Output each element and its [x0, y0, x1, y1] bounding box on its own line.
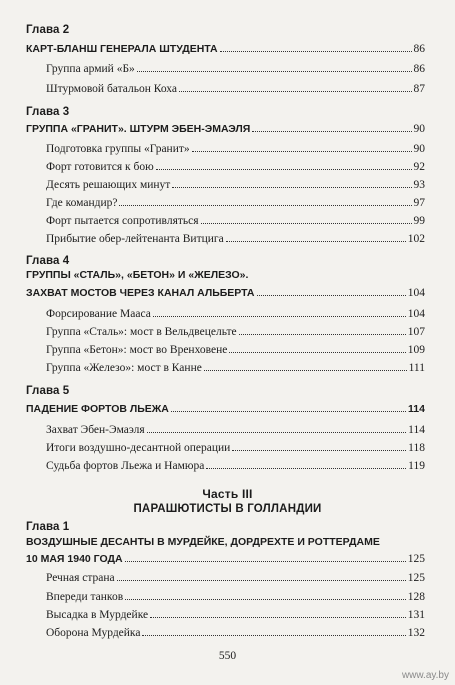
dot-leader [153, 316, 406, 317]
toc-sub-entry[interactable] [46, 606, 425, 621]
entry-page: 93 [413, 179, 425, 191]
dot-leader [204, 370, 407, 371]
chapter-heading: Глава 1 [26, 521, 70, 533]
dot-leader [156, 169, 412, 170]
entry-page: 125 [407, 553, 425, 565]
dot-leader [125, 599, 406, 600]
toc-sub-entry[interactable] [46, 569, 425, 584]
dot-leader [117, 580, 406, 581]
entry-title: 10 МАЯ 1940 ГОДА [26, 553, 123, 565]
entry-title: Где командир? [46, 197, 118, 209]
dot-leader [192, 151, 412, 152]
entry-title: Высадка в Мурдейке [46, 609, 149, 621]
toc-sub-entry[interactable] [46, 80, 425, 95]
toc-sub-entry[interactable] [46, 323, 425, 338]
dot-leader [257, 295, 406, 296]
entry-page: 90 [413, 143, 425, 155]
dot-leader [229, 352, 405, 353]
dot-leader [147, 432, 407, 433]
entry-title: Впереди танков [46, 591, 124, 603]
entry-title: Речная страна [46, 572, 115, 584]
entry-title: Форт пытается сопротивляться [46, 215, 199, 227]
entry-title: Прибытие обер-лейтенанта Витцига [46, 233, 224, 245]
dot-leader [179, 91, 411, 92]
toc-sub-entry[interactable] [46, 158, 425, 173]
toc-sub-entry[interactable] [46, 421, 425, 436]
entry-page: 97 [413, 197, 425, 209]
toc-sub-entry[interactable] [46, 194, 425, 209]
dot-leader [171, 411, 406, 412]
entry-title: ГРУППА «ГРАНИТ». ШТУРМ ЭБЕН-ЭМАЭЛЯ [26, 123, 251, 135]
toc-sub-entry[interactable] [46, 457, 425, 472]
entry-title: Группа армий «Б» [46, 63, 135, 75]
dot-leader [206, 468, 406, 469]
entry-page: 107 [407, 326, 425, 338]
entry-title: Форт готовится к бою [46, 161, 154, 173]
entry-title: ЗАХВАТ МОСТОВ ЧЕРЕЗ КАНАЛ АЛЬБЕРТА [26, 287, 255, 299]
entry-page: 111 [408, 362, 425, 374]
entry-page: 128 [407, 591, 425, 603]
entry-title: Группа «Сталь»: мост в Вельдвецельте [46, 326, 237, 338]
entry-page: 92 [413, 161, 425, 173]
dot-leader [220, 51, 412, 52]
page-number: 550 [218, 650, 237, 662]
entry-title: Форсирование Мааса [46, 308, 151, 320]
toc-sub-entry[interactable] [46, 624, 425, 639]
toc-sub-entry[interactable] [46, 588, 425, 603]
entry-title: Захват Эбен-Эмаэля [46, 424, 145, 436]
chapter-heading: Глава 4 [26, 255, 70, 267]
toc-sub-entry[interactable] [46, 439, 425, 454]
entry-title: Группа «Бетон»: мост во Вренховене [46, 344, 228, 356]
toc-sub-entry[interactable] [46, 305, 425, 320]
toc-main-entry[interactable] [26, 284, 425, 299]
entry-title: КАРТ-БЛАНШ ГЕНЕРАЛА ШТУДЕНТА [26, 43, 218, 55]
toc-sub-entry[interactable] [46, 212, 425, 227]
toc-sub-entry[interactable] [46, 359, 425, 374]
dot-leader [226, 241, 406, 242]
toc-sub-entry[interactable] [46, 176, 425, 191]
entry-page: 131 [407, 609, 425, 621]
entry-page: 119 [408, 460, 425, 472]
dot-leader [252, 131, 411, 132]
dot-leader [119, 205, 411, 206]
toc-sub-entry[interactable] [46, 140, 425, 155]
dot-leader [137, 71, 412, 72]
entry-page: 109 [407, 344, 425, 356]
dot-leader [150, 617, 406, 618]
dot-leader [232, 450, 406, 451]
dot-leader [239, 334, 406, 335]
watermark: www.ay.by [401, 670, 449, 681]
entry-title: Оборона Мурдейка [46, 627, 141, 639]
entry-page: 118 [408, 442, 425, 454]
dot-leader [172, 187, 411, 188]
dot-leader [142, 635, 405, 636]
toc-main-entry-line: ВОЗДУШНЫЕ ДЕСАНТЫ В МУРДЕЙКЕ, ДОРДРЕХТЕ И РОТТЕРДАМЕ [26, 536, 380, 548]
entry-page: 125 [407, 572, 425, 584]
toc-main-entry[interactable] [26, 400, 425, 415]
entry-page: 104 [407, 308, 425, 320]
chapter-heading: Глава 5 [26, 385, 70, 397]
entry-title: Десять решающих минут [46, 179, 171, 191]
entry-page: 86 [413, 43, 425, 55]
entry-page: 114 [408, 424, 425, 436]
toc-main-entry[interactable] [26, 120, 425, 135]
part-number: Часть III [202, 487, 253, 501]
entry-title: Итоги воздушно-десантной операции [46, 442, 231, 454]
chapter-heading: Глава 2 [26, 24, 70, 36]
entry-page: 114 [408, 403, 425, 415]
entry-page: 90 [413, 123, 425, 135]
entry-page: 104 [407, 287, 425, 299]
entry-page: 99 [413, 215, 425, 227]
chapter-heading: Глава 3 [26, 106, 70, 118]
toc-main-entry[interactable] [26, 40, 425, 55]
toc-sub-entry[interactable] [46, 230, 425, 245]
entry-page: 132 [407, 627, 425, 639]
entry-title: Группа «Железо»: мост в Канне [46, 362, 202, 374]
part-title: ПАРАШЮТИСТЫ В ГОЛЛАНДИИ [133, 503, 322, 515]
entry-page: 102 [407, 233, 425, 245]
dot-leader [125, 561, 406, 562]
entry-title: Штурмовой батальон Коха [46, 83, 178, 95]
toc-sub-entry[interactable] [46, 341, 425, 356]
entry-title: Подготовка группы «Гранит» [46, 143, 190, 155]
toc-main-entry[interactable] [26, 550, 425, 565]
entry-page: 87 [413, 83, 425, 95]
entry-page: 86 [413, 63, 425, 75]
toc-sub-entry[interactable] [46, 60, 425, 75]
entry-title: Судьба фортов Льежа и Намюра [46, 460, 205, 472]
toc-main-entry-line: ГРУППЫ «СТАЛЬ», «БЕТОН» И «ЖЕЛЕЗО». [26, 269, 249, 281]
dot-leader [201, 223, 412, 224]
entry-title: ПАДЕНИЕ ФОРТОВ ЛЬЕЖА [26, 403, 169, 415]
